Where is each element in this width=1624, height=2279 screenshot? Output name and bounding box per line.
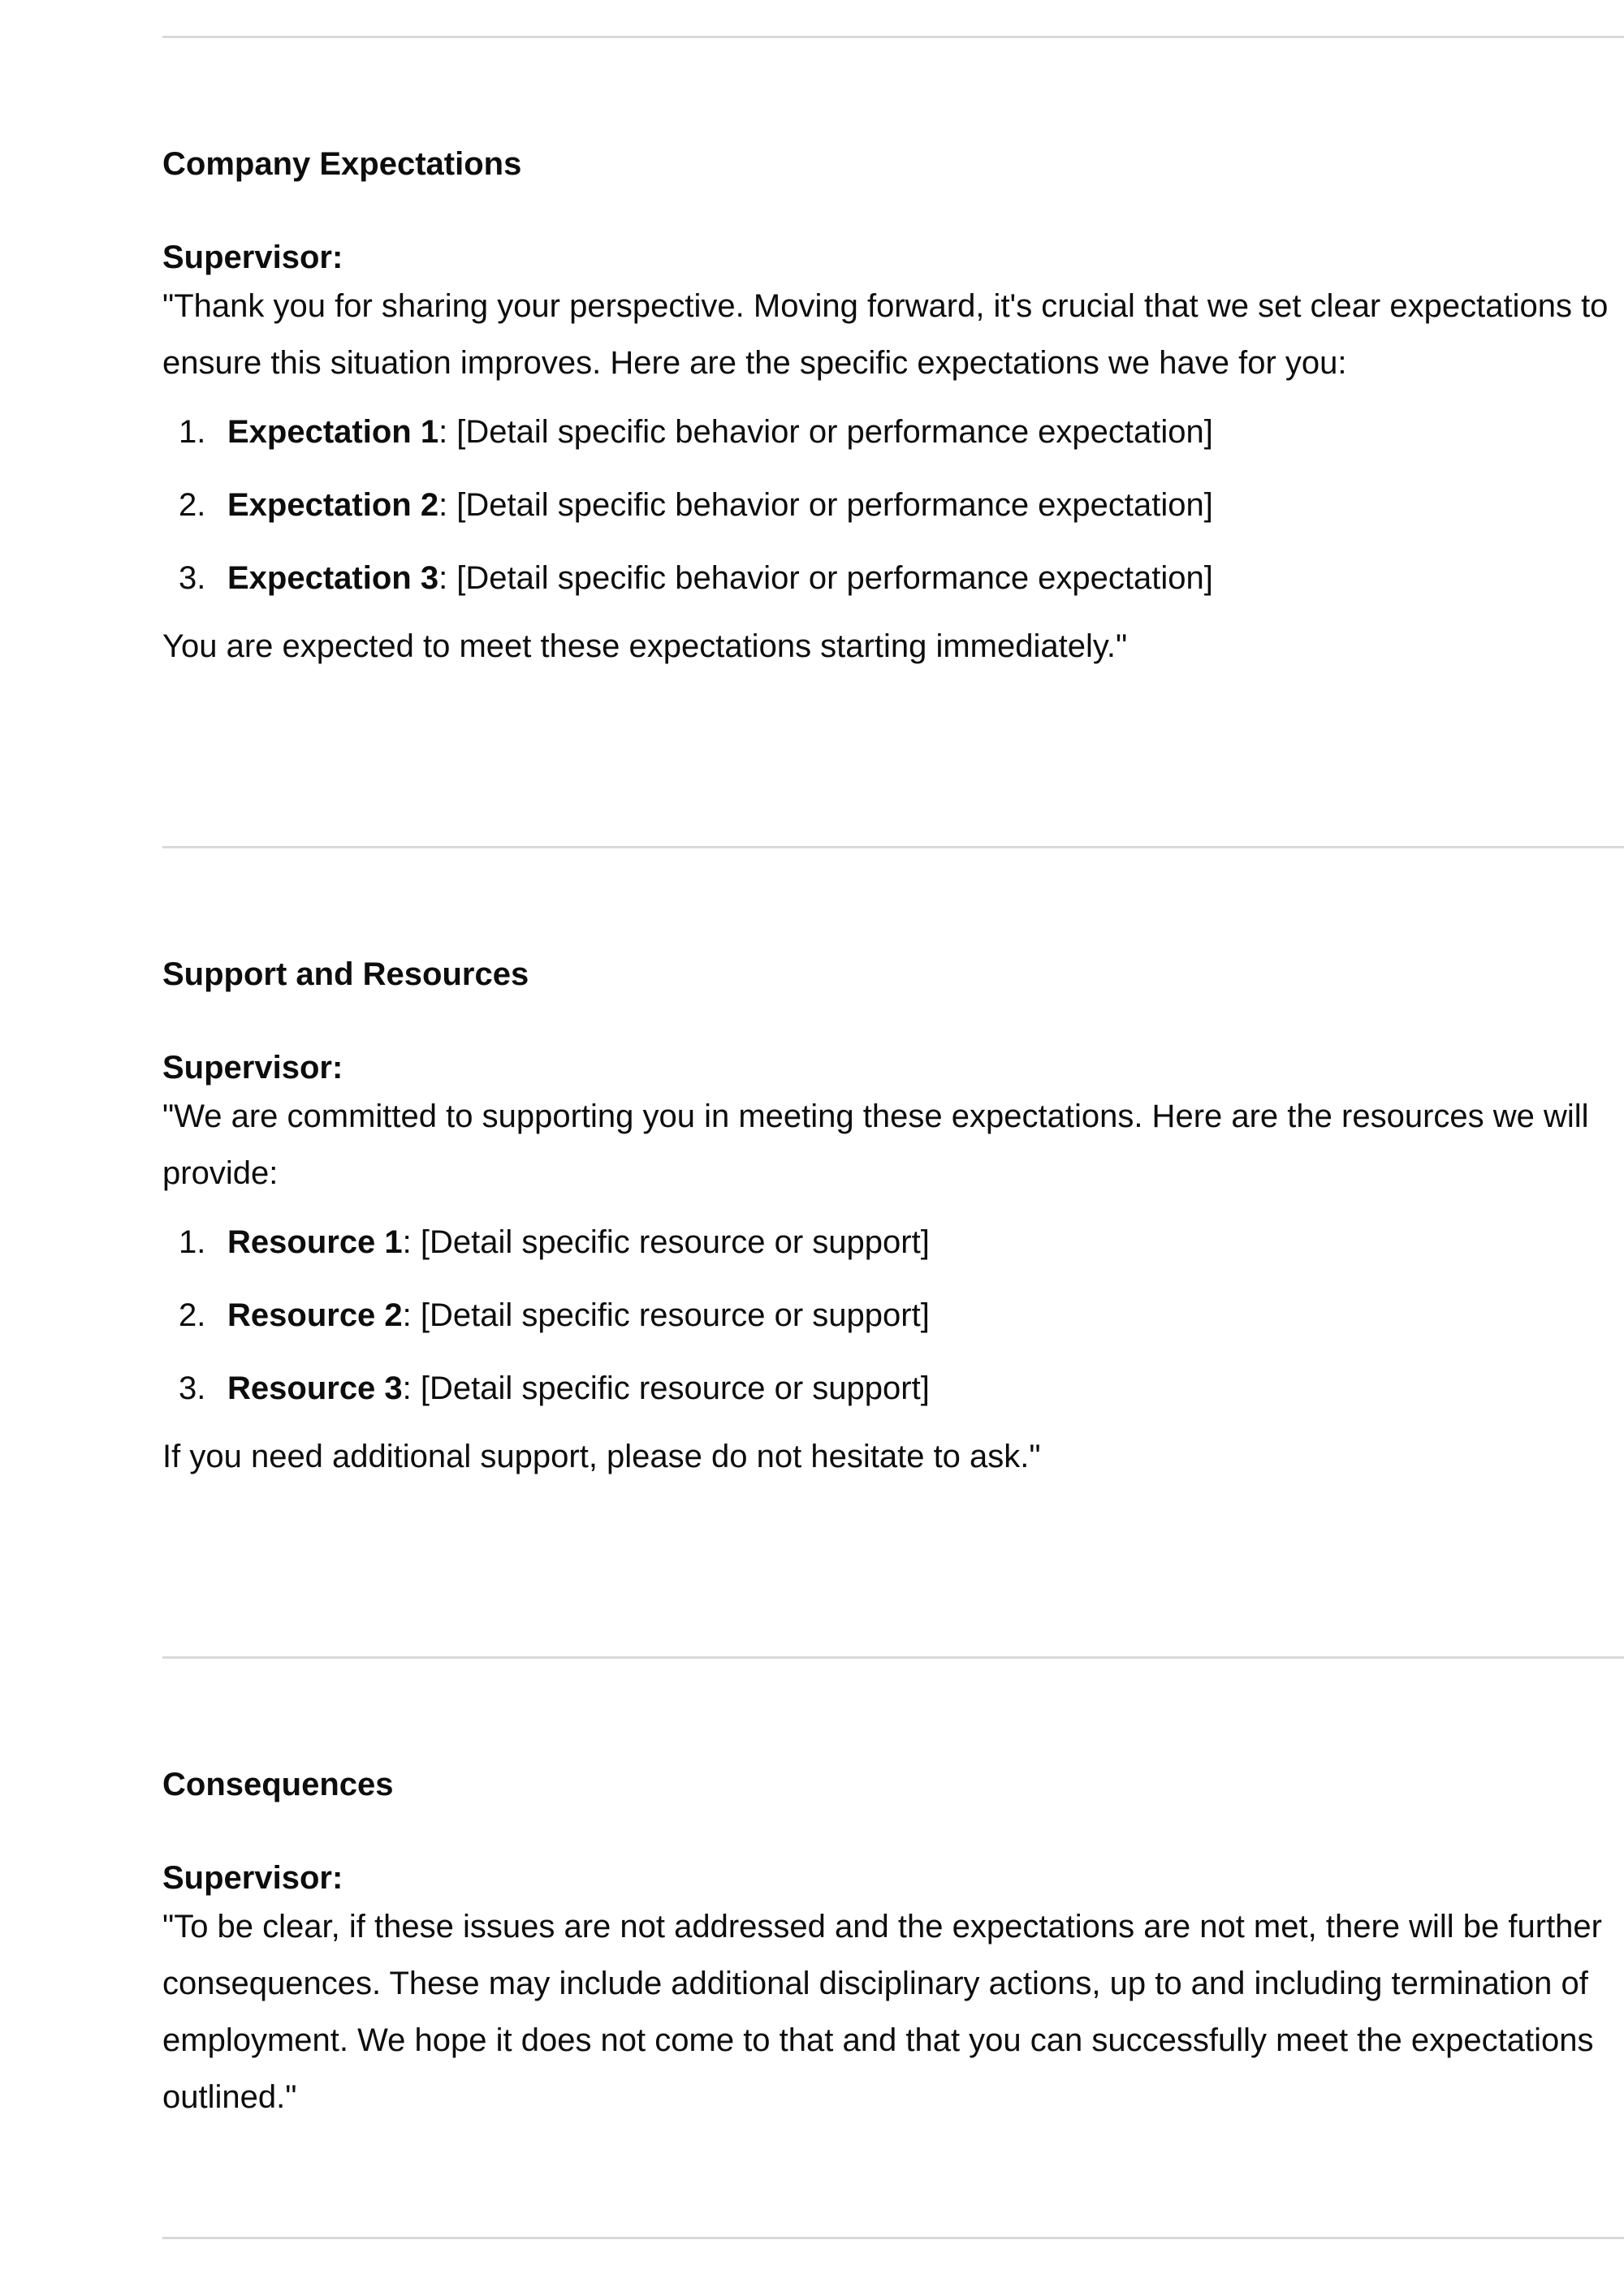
list-item <box>162 1223 1616 1262</box>
item-label: Resource 1 <box>227 1224 403 1260</box>
item-label: Resource 3 <box>227 1370 403 1406</box>
list-number: 1. <box>179 414 206 450</box>
speaker-label: Supervisor: <box>162 240 343 275</box>
speech-intro: "Thank you for sharing your perspective. Moving forward, it's crucial that we set clear expectations to ensure this situation improves. Here are the specific expectations we have for you: <box>162 288 1609 381</box>
list-item <box>162 412 1616 451</box>
speech-closing: If you need additional support, please do not hesitate to ask." <box>162 1439 1041 1474</box>
section-consequences <box>162 1765 1616 2126</box>
list-item <box>162 1369 1616 1408</box>
speech-body: "To be clear, if these issues are not addressed and the expectations are not met, there will be further consequences. These may include additional disciplinary actions, up to and including termination of employment. We hope it does not come to that and that you can successfully meet the expectations outlined." <box>162 1909 1602 2115</box>
expectations-list <box>162 412 1616 598</box>
section-heading: Consequences <box>162 1767 394 1802</box>
speech-intro: "We are committed to supporting you in meeting these expectations. Here are the resources we will provide: <box>162 1098 1589 1191</box>
list-item <box>162 559 1616 598</box>
item-text: : [Detail specific behavior or performance expectation] <box>438 414 1213 450</box>
section-support-resources <box>162 955 1616 1476</box>
list-item <box>162 486 1616 524</box>
speaker-label: Supervisor: <box>162 1050 343 1086</box>
item-label: Expectation 3 <box>227 560 439 596</box>
item-label: Resource 2 <box>227 1297 403 1333</box>
item-text: : [Detail specific behavior or performance expectation] <box>438 560 1213 596</box>
divider <box>162 846 1624 848</box>
list-number: 1. <box>179 1224 206 1260</box>
list-number: 2. <box>179 487 206 523</box>
list-number: 3. <box>179 1370 206 1406</box>
item-text: : [Detail specific behavior or performance expectation] <box>438 487 1213 523</box>
item-text: : [Detail specific resource or support] <box>402 1297 930 1333</box>
speaker-label: Supervisor: <box>162 1860 343 1896</box>
list-item <box>162 1296 1616 1335</box>
item-label: Expectation 1 <box>227 414 439 450</box>
divider <box>162 36 1624 38</box>
divider <box>162 1656 1624 1659</box>
list-number: 2. <box>179 1297 206 1333</box>
section-heading: Support and Resources <box>162 956 529 992</box>
item-text: : [Detail specific resource or support] <box>402 1224 930 1260</box>
item-text: : [Detail specific resource or support] <box>402 1370 930 1406</box>
speech-closing: You are expected to meet these expectations starting immediately." <box>162 628 1128 664</box>
section-company-expectations <box>162 145 1616 666</box>
list-number: 3. <box>179 560 206 596</box>
resources-list <box>162 1223 1616 1408</box>
divider <box>162 2237 1624 2239</box>
item-label: Expectation 2 <box>227 487 439 523</box>
section-heading: Company Expectations <box>162 146 522 182</box>
